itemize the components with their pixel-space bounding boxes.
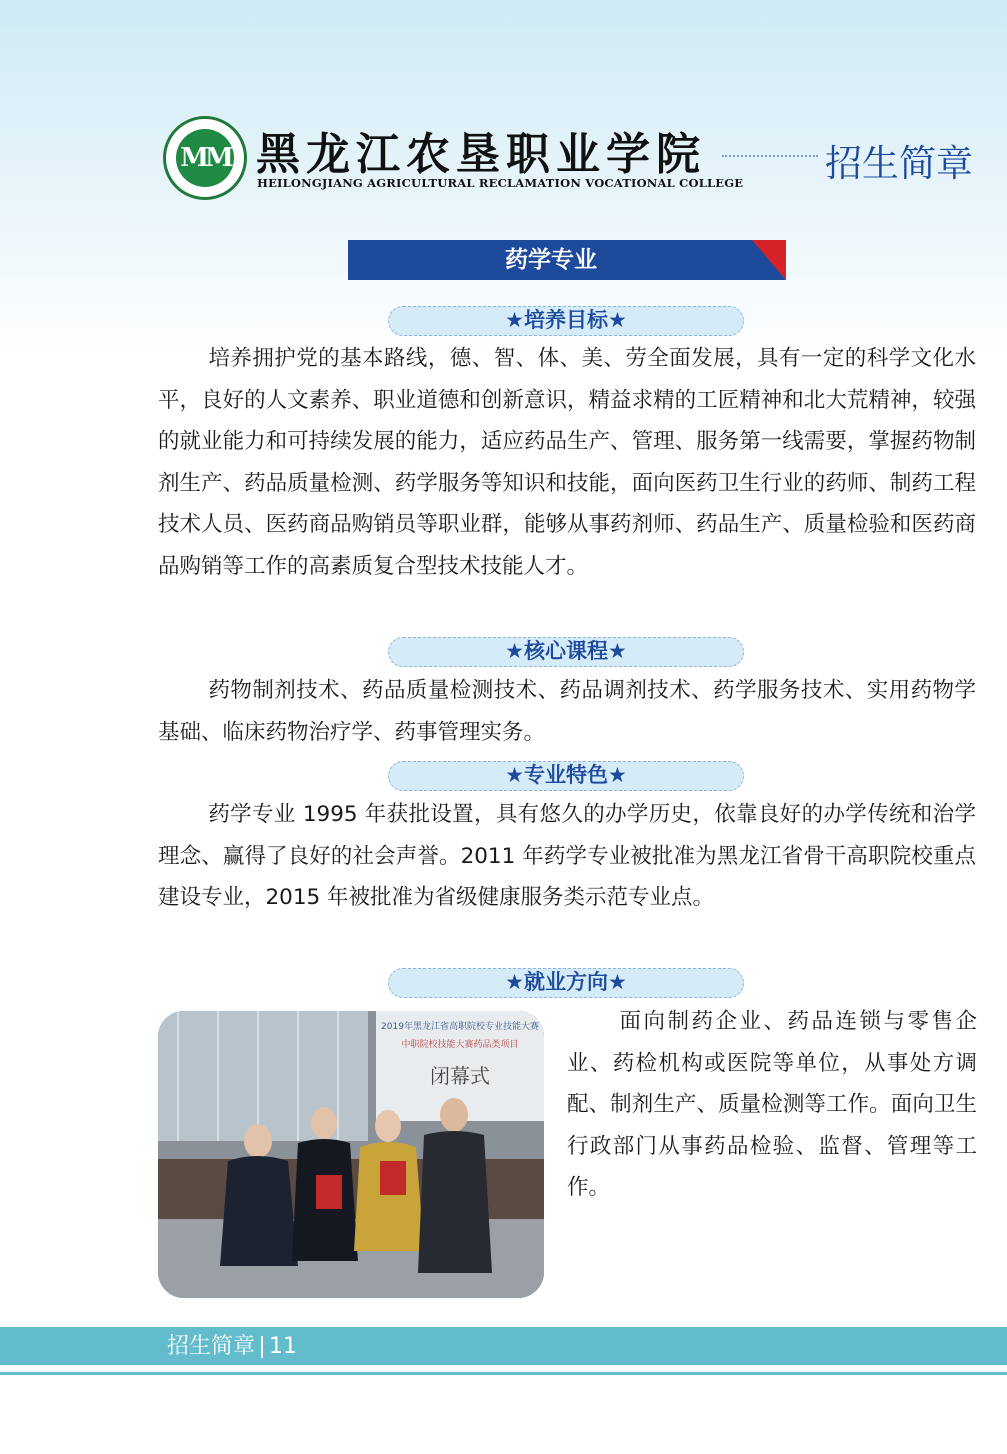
section-heading-features: ★专业特色★ xyxy=(388,761,744,791)
screen-banner-line3: 闭幕式 xyxy=(430,1064,490,1088)
footer-label: 招生简章 xyxy=(167,1334,256,1359)
courses-text: 药物制剂技术、药品质量检测技术、药品调剂技术、药学服务技术、实用药物学基础、临床药物治疗学、药事管理实务。 xyxy=(158,678,976,745)
header-dotted-divider xyxy=(722,155,818,157)
section-heading-courses: ★核心课程★ xyxy=(388,637,744,667)
footer xyxy=(167,1330,297,1364)
section-heading-jobs: ★就业方向★ xyxy=(388,968,744,998)
college-emblem-icon xyxy=(163,116,247,200)
major-title: 药学专业 xyxy=(505,246,597,273)
section-text-features xyxy=(158,794,976,919)
section-text-goals xyxy=(158,338,976,587)
section-text-courses xyxy=(158,670,976,753)
jobs-text: 面向制药企业、药品连锁与零售企业、药检机构或医院等单位，从事处方调配、制剂生产、质量检测等工作。面向卫生行政部门从事药品检验、监督、管理等工作。 xyxy=(567,1009,977,1200)
footer-underline xyxy=(0,1372,1007,1375)
goals-text: 培养拥护党的基本路线，德、智、体、美、劳全面发展，具有一定的科学文化水平，良好的人文素养、职业道德和创新意识，精益求精的工匠精神和北大荒精神，较强的就业能力和可持续发展的能力，适应药品生产、管理、服务第一线需要，掌握药物制剂生产、药品质量检测、药学服务等知识和技能，面向医药卫生行业的药师、制药工程技术人员、医药商品购销员等职业群，能够从事药剂师、药品生产、质量检验和医药商品购销等工作的高素质复合型技术技能人才。 xyxy=(158,346,976,579)
brochure-label: 招生简章 xyxy=(825,142,973,185)
award-photo xyxy=(158,1011,544,1298)
screen-banner-line1: 2019年黑龙江省高职院校专业技能大赛 xyxy=(381,1022,539,1032)
college-name-cn: 黑龙江农垦职业学院 xyxy=(256,129,706,180)
emblem-mark: MM xyxy=(180,143,230,173)
footer-band xyxy=(0,1327,1007,1365)
emblem-center xyxy=(176,129,234,187)
award-photo-drawing xyxy=(158,1011,544,1298)
section-heading-goals: ★培养目标★ xyxy=(388,306,744,336)
screen-banner-line2: 中职院校技能大赛药品类项目 xyxy=(401,1040,519,1050)
section-text-jobs xyxy=(567,1001,977,1209)
page-number: 11 xyxy=(269,1334,298,1359)
features-text: 药学专业 1995 年获批设置，具有悠久的办学历史，依靠良好的办学传统和治学理念、赢得了良好的社会声誉。2011 年药学专业被批准为黑龙江省骨干高职院校重点建设专业，2015 年被批准为省级健康服务类示范专业点。 xyxy=(158,802,976,910)
footer-separator xyxy=(261,1336,263,1358)
college-name-en: HEILONGJIANG AGRICULTURAL RECLAMATION VOCATIONAL COLLEGE xyxy=(257,176,744,190)
